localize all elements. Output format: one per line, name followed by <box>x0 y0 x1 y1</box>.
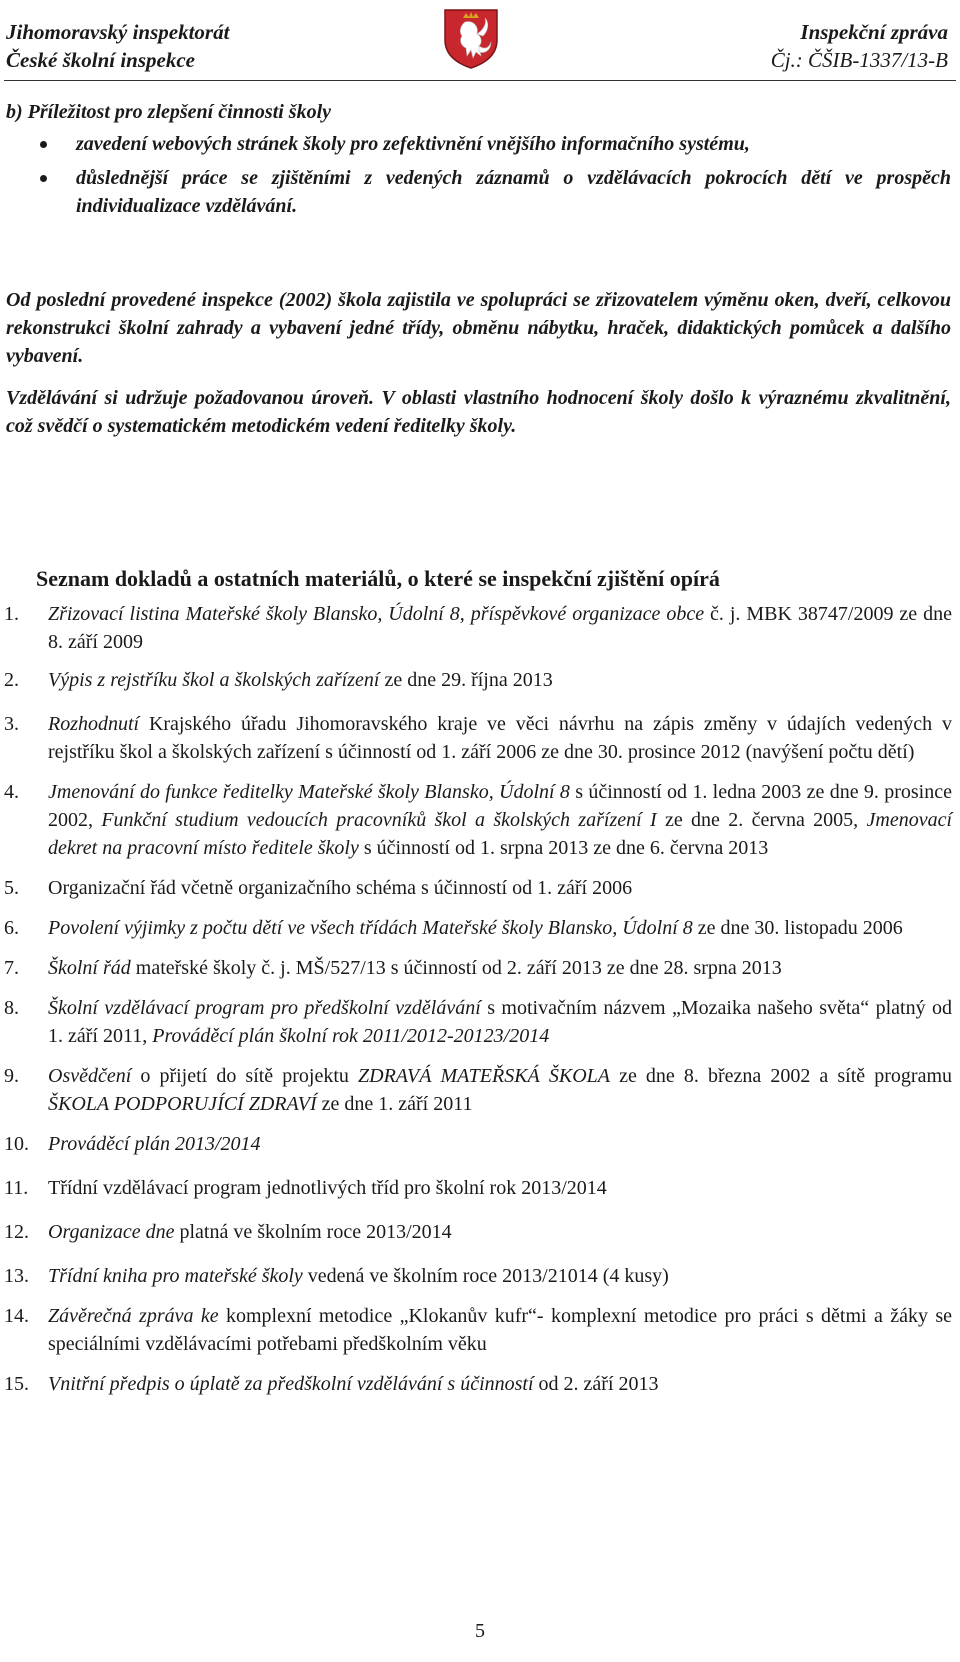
paragraph-quality: Vzdělávání si udržuje požadovanou úroveň. V oblasti vlastního hodnocení školy došlo k výraznému zkvalitnění, což svědčí o systematickém metodickém vedení ředitelky školy. <box>6 387 951 437</box>
list-item-text: ze dne 29. října 2013 <box>379 669 553 691</box>
list-item-text: Školní řád <box>48 957 131 979</box>
list-item-text: Prováděcí plán 2013/2014 <box>48 1133 261 1155</box>
list-item-number: 10. <box>4 1133 29 1155</box>
list-item-text: Závěrečná zpráva ke <box>48 1305 219 1327</box>
list-item-text: Třídní kniha pro mateřské školy <box>48 1265 303 1287</box>
header-divider <box>4 80 956 81</box>
list-item-text: ze dne 1. září 2011 <box>316 1093 473 1115</box>
list-item-text: ŠKOLA PODPORUJÍCÍ ZDRAVÍ <box>48 1093 317 1115</box>
list-item-text: Vnitřní předpis o úplatě za předškolní vzdělávání s účinností <box>48 1373 534 1395</box>
list-item <box>4 778 952 862</box>
list-item-text: Krajského úřadu Jihomoravského kraje ve věci návrhu na zápis změny v údajích vedených v rejstříku škol a školských zařízení s účinností od 1. září 2006 ze dne 30. prosince 2012 (navýšení počtu dětí) <box>48 713 952 763</box>
list-item <box>4 1262 952 1290</box>
list-item-text: s účinností od 1. ledna 2003 ze dne 9. prosince 2002, <box>48 781 952 831</box>
list-item-text: Funkční studium vedoucích pracovníků škol a školských zařízení I <box>101 809 657 831</box>
header-reference-number: Čj.: ČŠIB-1337/13-B <box>770 48 948 72</box>
evidence-list <box>4 600 952 1398</box>
list-item <box>4 994 952 1050</box>
list-item-text: Výpis z rejstříku škol a školských zařízení <box>48 669 380 691</box>
list-item-number: 4. <box>4 781 19 803</box>
list-item <box>4 1130 952 1158</box>
list-item <box>4 1174 952 1202</box>
list-item-text: s účinností od 1. srpna 2013 ze dne 6. června 2013 <box>358 837 769 859</box>
list-item-number: 7. <box>4 957 19 979</box>
list-item-text: s motivačním názvem „Mozaika našeho světa“ platný od 1. září 2011, <box>48 997 953 1047</box>
list-item-number: 2. <box>4 669 19 691</box>
list-item <box>4 914 952 942</box>
list-item-text: ze dne 8. března 2002 a sítě programu <box>609 1065 952 1087</box>
improvement-list <box>6 130 951 220</box>
header-agency: České školní inspekce <box>6 48 195 72</box>
header-right <box>771 18 948 74</box>
list-item-text: Prováděcí plán školní rok 2011/2012-20123/2014 <box>152 1025 550 1047</box>
list-item-text: komplexní metodice „Klokanův kufr“- komplexní metodice pro práci s dětmi a žáky se speciálními vzdělávacími potřebami předškolním věku <box>48 1305 953 1355</box>
list-item-number: 12. <box>4 1221 29 1243</box>
list-item <box>4 874 952 902</box>
evidence-list-title: Seznam dokladů a ostatních materiálů, o které se inspekční zjištění opírá <box>36 566 720 591</box>
bullet-text: důslednější práce se zjištěními z vedených záznamů o vzdělávacích pokrocích dětí ve prospěch individualizace vzdělávání. <box>76 167 951 217</box>
list-item-text: o přijetí do sítě projektu <box>131 1065 358 1087</box>
list-item <box>4 1218 952 1246</box>
list-item <box>4 1370 952 1398</box>
list-item-text: Rozhodnutí <box>48 713 140 735</box>
list-item <box>4 954 952 982</box>
list-item-text: č. j. MBK 38747/2009 ze dne 8. září 2009 <box>48 603 953 653</box>
list-item-number: 3. <box>4 713 19 735</box>
list-item-text: ze dne 30. listopadu 2006 <box>692 917 903 939</box>
list-item-text: ZDRAVÁ MATEŘSKÁ ŠKOLA <box>358 1065 610 1087</box>
list-item-number: 8. <box>4 997 19 1019</box>
list-item-number: 6. <box>4 917 19 939</box>
header-report-type: Inspekční zpráva <box>800 20 948 44</box>
list-item-number: 11. <box>4 1177 29 1199</box>
header-left <box>6 18 229 74</box>
list-item-text: Zřizovací listina Mateřské školy Blansko, Údolní 8, příspěvkové organizace obce <box>48 603 705 625</box>
list-item <box>76 164 951 220</box>
page-number: 5 <box>475 1620 485 1642</box>
list-item-text: Osvědčení <box>48 1065 132 1087</box>
list-item <box>4 1062 952 1118</box>
czech-coat-of-arms-icon <box>443 6 499 70</box>
list-item <box>4 666 952 694</box>
list-item-text: Třídní vzdělávací program jednotlivých tříd pro školní rok 2013/2014 <box>48 1177 607 1199</box>
list-item-text: vedená ve školním roce 2013/21014 (4 kusy) <box>302 1265 669 1287</box>
bullet-text: zavedení webových stránek školy pro zefektivnění vnějšího informačního systému, <box>76 133 750 155</box>
list-item <box>4 710 952 766</box>
list-item <box>4 1302 952 1358</box>
list-item-text: Organizační řád včetně organizačního schéma s účinností od 1. září 2006 <box>48 877 633 899</box>
list-item-text: Jmenovací dekret na pracovní místo ředitele školy <box>48 809 953 859</box>
list-item-text: platná ve školním roce 2013/2014 <box>174 1221 452 1243</box>
paragraph-renovations: Od poslední provedené inspekce (2002) škola zajistila ve spolupráci se zřizovatelem výměnu oken, dveří, celkovou rekonstrukci školní zahrady a vybavení jedné třídy, obměnu nábytku, hraček, didaktických pomůcek a dalšího vybavení. <box>6 289 951 367</box>
list-item <box>4 600 952 656</box>
list-item <box>76 130 951 158</box>
list-item-number: 5. <box>4 877 19 899</box>
list-item-text: mateřské školy č. j. MŠ/527/13 s účinností od 2. září 2013 ze dne 28. srpna 2013 <box>130 957 782 979</box>
header-inspectorate: Jihomoravský inspektorát <box>6 20 230 44</box>
list-item-number: 1. <box>4 603 19 625</box>
improvement-section <box>6 98 951 226</box>
list-item-text: Školní vzdělávací program pro předškolní vzdělávání <box>48 997 481 1019</box>
list-item-text: ze dne 2. června 2005, <box>656 809 867 831</box>
list-item-number: 9. <box>4 1065 19 1087</box>
list-item-number: 15. <box>4 1373 29 1395</box>
improvement-heading: b) Příležitost pro zlepšení činnosti školy <box>6 101 332 123</box>
list-item-text: Povolení výjimky z počtu dětí ve všech třídách Mateřské školy Blansko, Údolní 8 <box>48 917 693 939</box>
list-item-text: Jmenování do funkce ředitelky Mateřské školy Blansko, Údolní 8 <box>48 781 570 803</box>
list-item-text: od 2. září 2013 <box>533 1373 659 1395</box>
bullet-icon <box>40 175 47 182</box>
list-item-number: 13. <box>4 1265 29 1287</box>
list-item-number: 14. <box>4 1305 29 1327</box>
bullet-icon <box>40 141 47 148</box>
list-item-text: Organizace dne <box>48 1221 175 1243</box>
